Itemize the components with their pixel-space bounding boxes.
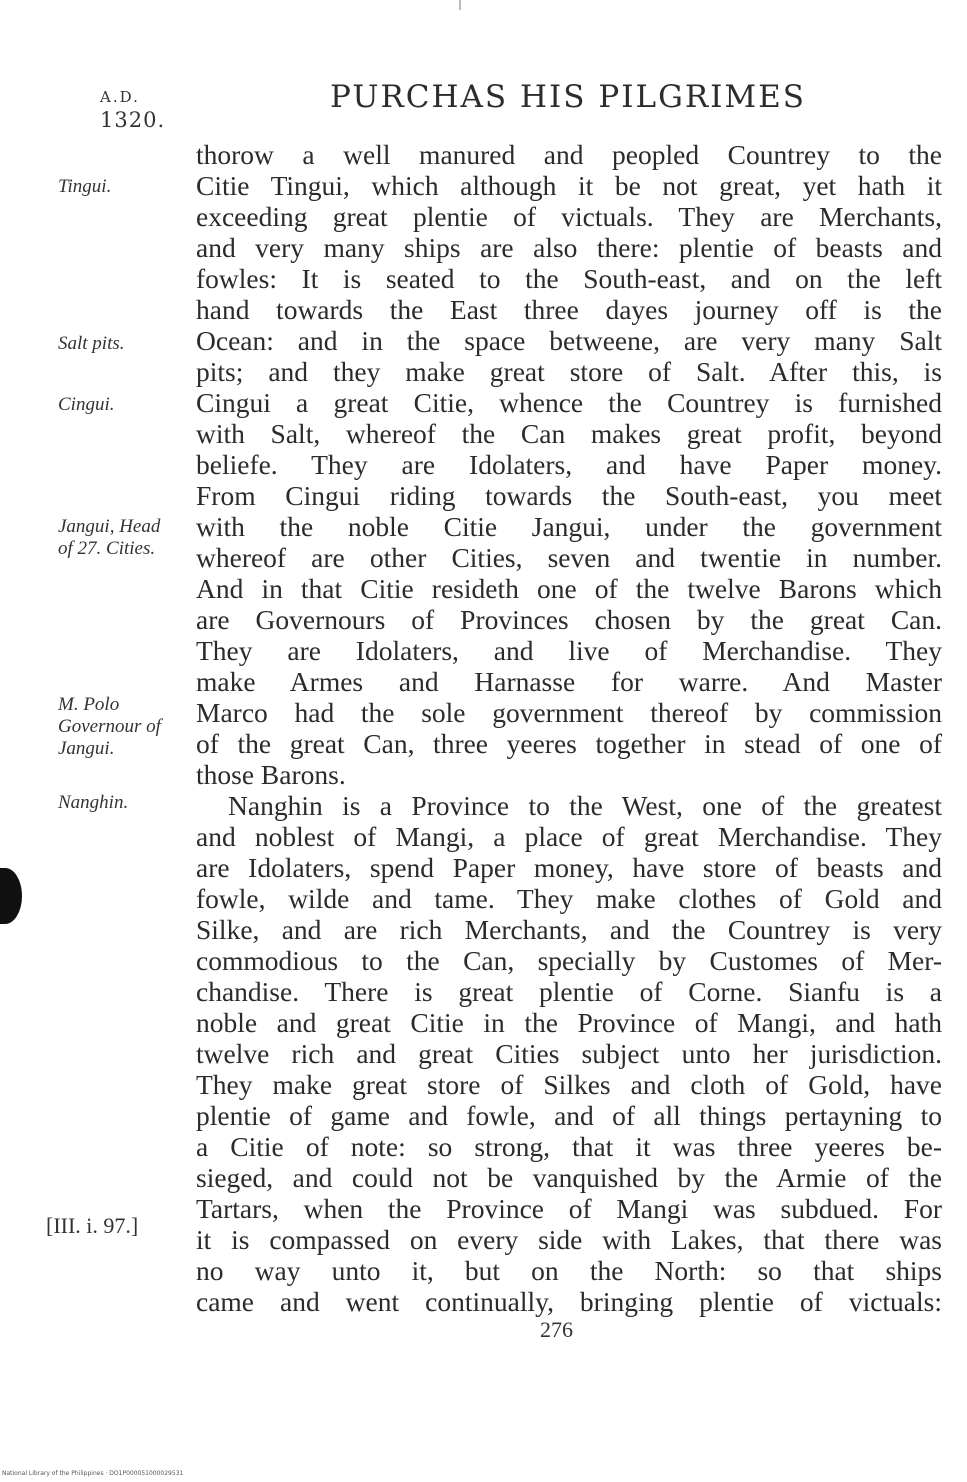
page-edge-mark bbox=[459, 0, 461, 10]
text-line: hand towards the East three dayes journey off is the bbox=[196, 294, 942, 325]
text-line: with Salt, whereof the Can makes great profit, beyond bbox=[196, 418, 942, 449]
text-line: and noblest of Mangi, a place of great Merchandise. They bbox=[196, 821, 942, 852]
ink-blot bbox=[0, 868, 22, 924]
margin-note-salt-pits: Salt pits. bbox=[58, 333, 125, 354]
text-line: no way unto it, but on the North: so that ships bbox=[196, 1255, 942, 1286]
text-line: sieged, and could not be vanquished by the Armie of the bbox=[196, 1162, 942, 1193]
margin-note-tingui: Tingui. bbox=[58, 176, 112, 197]
text-line: pits; and they make great store of Salt. After this, is bbox=[196, 356, 942, 387]
margin-note-governour: Governour of bbox=[58, 716, 161, 737]
margin-note-nanghin: Nanghin. bbox=[58, 792, 129, 813]
text-line: Marco had the sole government thereof by commission bbox=[196, 697, 942, 728]
year-header bbox=[100, 88, 165, 132]
page-number: 276 bbox=[540, 1317, 573, 1342]
text-line: came and went continually, bringing plentie of victuals: bbox=[196, 1286, 942, 1317]
text-line: and very many ships are also there: plentie of beasts and bbox=[196, 232, 942, 263]
margin-note-jangui-cities: of 27. Cities. bbox=[58, 538, 156, 559]
text-line: exceeding great plentie of victuals. They are Merchants, bbox=[196, 201, 942, 232]
text-line: They make great store of Silkes and cloth of Gold, have bbox=[196, 1069, 942, 1100]
text-line: fowles: It is seated to the South-east, and on the left bbox=[196, 263, 942, 294]
text-line: They are Idolaters, and live of Merchandise. They bbox=[196, 635, 942, 666]
text-line: Nanghin is a Province to the West, one of the greatest bbox=[228, 790, 942, 821]
body-text bbox=[196, 139, 942, 1317]
margin-reference: [III. i. 97.] bbox=[46, 1213, 139, 1238]
text-line: From Cingui riding towards the South-east, you meet bbox=[196, 480, 942, 511]
year-value: 1320. bbox=[100, 108, 166, 132]
text-line: fowle, wilde and tame. They make clothes of Gold and bbox=[196, 883, 942, 914]
text-line: chandise. There is great plentie of Corne. Sianfu is a bbox=[196, 976, 942, 1007]
margin-note-cingui: Cingui. bbox=[58, 394, 115, 415]
text-line: a Citie of note: so strong, that it was three yeeres be- bbox=[196, 1131, 942, 1162]
scan-credit: National Library of the Philippines · DO1P000051000029531 bbox=[2, 1470, 184, 1477]
text-line: it is compassed on every side with Lakes, that there was bbox=[196, 1224, 942, 1255]
text-line: Tartars, when the Province of Mangi was subdued. For bbox=[196, 1193, 942, 1224]
text-line: Ocean: and in the space betweene, are very many Salt bbox=[196, 325, 942, 356]
text-line: Citie Tingui, which although it be not great, yet hath it bbox=[196, 170, 942, 201]
text-line: with the noble Citie Jangui, under the government bbox=[196, 511, 942, 542]
text-line: thorow a well manured and peopled Countrey to the bbox=[196, 139, 942, 170]
page-title: PURCHAS HIS PILGRIMES bbox=[330, 79, 807, 115]
text-line: And in that Citie resideth one of the twelve Barons which bbox=[196, 573, 942, 604]
margin-note-jangui: Jangui. bbox=[58, 738, 115, 759]
text-line: make Armes and Harnasse for warre. And Master bbox=[196, 666, 942, 697]
margin-note-polo: M. Polo bbox=[58, 694, 120, 715]
text-line: are Idolaters, spend Paper money, have store of beasts and bbox=[196, 852, 942, 883]
year-label: A.D. bbox=[100, 88, 140, 106]
text-line: noble and great Citie in the Province of Mangi, and hath bbox=[196, 1007, 942, 1038]
text-line: commodious to the Can, specially by Customes of Mer- bbox=[196, 945, 942, 976]
text-line: Cingui a great Citie, whence the Countrey is furnished bbox=[196, 387, 942, 418]
text-line: of the great Can, three yeeres together in stead of one of bbox=[196, 728, 942, 759]
text-line: those Barons. bbox=[196, 759, 346, 790]
text-line: Silke, and are rich Merchants, and the Countrey is very bbox=[196, 914, 942, 945]
text-line: beliefe. They are Idolaters, and have Paper money. bbox=[196, 449, 942, 480]
text-line: are Governours of Provinces chosen by the great Can. bbox=[196, 604, 942, 635]
margin-note-jangui-head: Jangui, Head bbox=[58, 516, 161, 537]
text-line: twelve rich and great Cities subject unto her jurisdiction. bbox=[196, 1038, 942, 1069]
text-line: plentie of game and fowle, and of all things pertayning to bbox=[196, 1100, 942, 1131]
text-line: whereof are other Cities, seven and twentie in number. bbox=[196, 542, 942, 573]
